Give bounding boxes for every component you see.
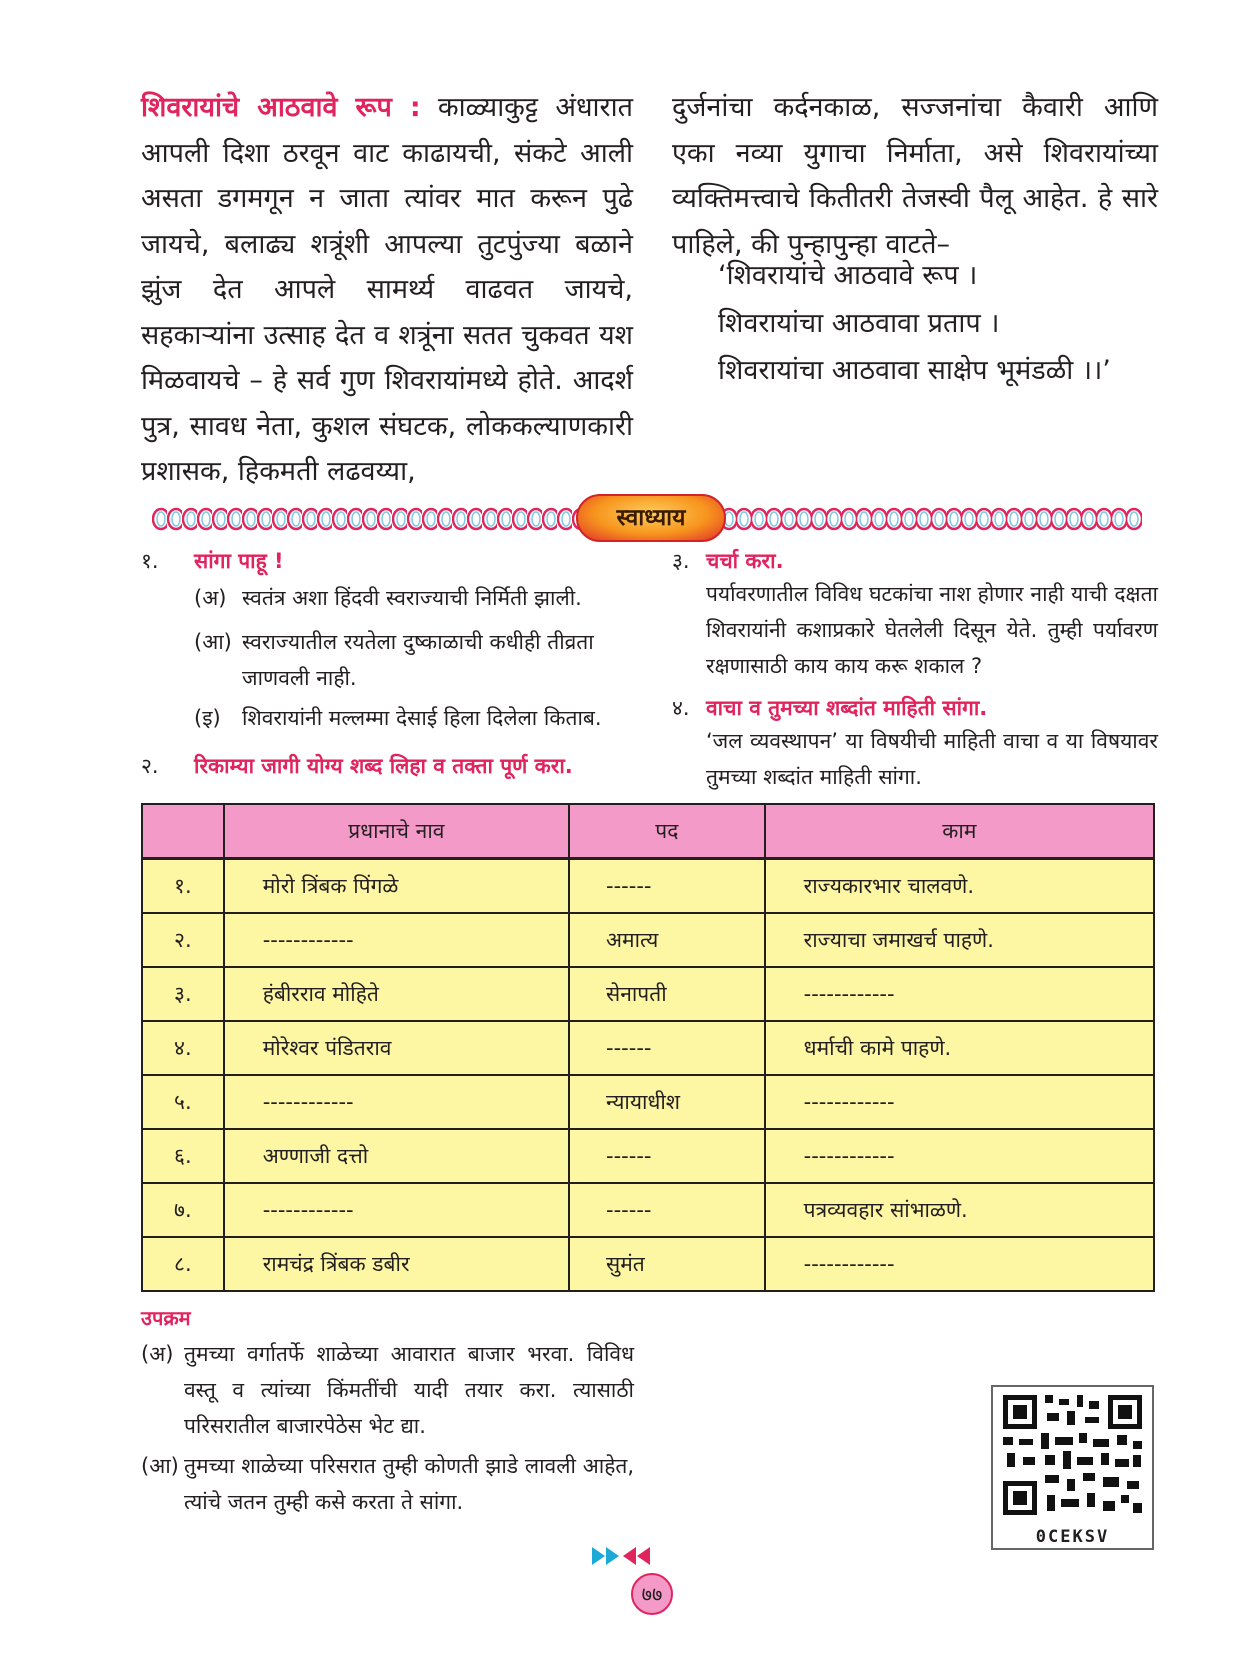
activity-title: उपक्रम	[141, 1306, 191, 1330]
cell-work: ------------	[765, 1129, 1154, 1183]
cell-work: ------------	[765, 1237, 1154, 1291]
q1-item-text: स्वतंत्र अशा हिंदवी स्वराज्याची निर्मिती झाली.	[242, 586, 582, 610]
cell-post: अमात्य	[569, 913, 765, 967]
cell-work: राज्यकारभार चालवणे.	[765, 859, 1154, 914]
chain-decoration	[152, 504, 580, 534]
cell-serial: ७.	[142, 1183, 224, 1237]
cell-serial: ४.	[142, 1021, 224, 1075]
q1-number: १.	[141, 549, 159, 573]
ministers-table	[141, 803, 1155, 1292]
q1-item-label: (आ)	[194, 630, 232, 654]
cell-name: ------------	[224, 1183, 569, 1237]
qr-code-label: 0CEKSV	[1035, 1527, 1110, 1547]
table-row	[142, 1237, 1154, 1291]
chain-divider-left	[152, 504, 580, 534]
q3-text: पर्यावरणातील विविध घटकांचा नाश होणार नाही याची दक्षता शिवरायांनी कशाप्रकारे घेतलेली दिसून येते. तुम्ही पर्यावरण रक्षणासाठी काय काय करू शकाल ?	[706, 582, 1158, 678]
cell-work: ------------	[765, 967, 1154, 1021]
cell-name: हंबीरराव मोहिते	[224, 967, 569, 1021]
triangle-ornament-icon	[592, 1545, 652, 1567]
table-row	[142, 1021, 1154, 1075]
cell-name: अण्णाजी दत्तो	[224, 1129, 569, 1183]
header-serial	[142, 804, 224, 859]
poem-line: ‘शिवरायांचे आठवावे रूप ।	[718, 260, 978, 291]
chain-decoration	[722, 504, 1142, 534]
intro-right-paragraph: दुर्जनांचा कर्दनकाळ, सज्जनांचा कैवारी आणि एका नव्या युगाचा निर्माता, असे शिवरायांच्या व्यक्तिमत्त्वाचे कितीतरी तेजस्वी पैलू आहेत. हे सारे पाहिले, की पुन्हापुन्हा वाटते–	[672, 92, 1158, 260]
q1-item-label: (इ)	[194, 706, 221, 730]
cell-serial: २.	[142, 913, 224, 967]
cell-work: ------------	[765, 1075, 1154, 1129]
cell-post: न्यायाधीश	[569, 1075, 765, 1129]
table-row	[142, 967, 1154, 1021]
cell-work: राज्याचा जमाखर्च पाहणे.	[765, 913, 1154, 967]
cell-serial: ५.	[142, 1075, 224, 1129]
qr-pattern-icon	[993, 1387, 1152, 1523]
intro-left-text: काळ्याकुट्ट अंधारात आपली दिशा ठरवून वाट काढायची, संकटे आली असता डगमगून न जाता त्यांवर मात करून पुढे जायचे, बलाढ्य शत्रूंशी आपल्या तुटपुंज्या बळाने झुंज देत आपले सामर्थ्य वाढवत जायचे, सहकाऱ्यांना उत्साह देत व शत्रूंना सतत चुकवत यश मिळवायचे – हे सर्व गुण शिवरायांमध्ये होते. आदर्श पुत्र, सावध नेता, कुशल संघटक, लोककल्याणकारी प्रशासक, हिकमती लढवय्या,	[141, 92, 633, 487]
q1-item-text: शिवरायांनी मल्लम्मा देसाई हिला दिलेला किताब.	[242, 706, 602, 730]
cell-name: ------------	[224, 913, 569, 967]
header-post: पद	[569, 804, 765, 859]
q3-title: चर्चा करा.	[706, 549, 784, 573]
cell-serial: १.	[142, 859, 224, 914]
cell-name: मोरेश्वर पंडितराव	[224, 1021, 569, 1075]
cell-post: ------	[569, 1021, 765, 1075]
qr-code[interactable]	[991, 1385, 1154, 1550]
q2-title: रिकाम्या जागी योग्य शब्द लिहा व तक्ता पूर्ण करा.	[194, 754, 573, 778]
table-header-row	[142, 804, 1154, 859]
cell-name: ------------	[224, 1075, 569, 1129]
q4-text: ‘जल व्यवस्थापन’ या विषयीची माहिती वाचा व या विषयावर तुमच्या शब्दांत माहिती सांगा.	[706, 729, 1158, 789]
table-row	[142, 913, 1154, 967]
cell-serial: ८.	[142, 1237, 224, 1291]
q4-number: ४.	[672, 696, 690, 720]
intro-left-paragraph	[141, 85, 633, 495]
header-work: काम	[765, 804, 1154, 859]
q4-title: वाचा व तुमच्या शब्दांत माहिती सांगा.	[706, 696, 988, 720]
table-row	[142, 859, 1154, 914]
cell-post: ------	[569, 859, 765, 914]
activity-item-label: (आ)	[141, 1454, 179, 1478]
cell-post: ------	[569, 1129, 765, 1183]
cell-work: पत्रव्यवहार सांभाळणे.	[765, 1183, 1154, 1237]
activity-item-text: तुमच्या शाळेच्या परिसरात तुम्ही कोणती झाडे लावली आहेत, त्यांचे जतन तुम्ही कसे करता ते सांगा.	[184, 1454, 634, 1514]
table-row	[142, 1075, 1154, 1129]
q1-title: सांगा पाहू !	[194, 549, 284, 573]
intro-heading: शिवरायांचे आठवावे रूप :	[141, 92, 421, 123]
exercise-badge: स्वाध्याय	[576, 494, 726, 542]
cell-post: सुमंत	[569, 1237, 765, 1291]
cell-post: सेनापती	[569, 967, 765, 1021]
table-row	[142, 1183, 1154, 1237]
q2-number: २.	[141, 754, 159, 778]
activity-item-text: तुमच्या वर्गातर्फे शाळेच्या आवारात बाजार भरवा. विविध वस्तू व त्यांच्या किंमतींची यादी तयार करा. त्यासाठी परिसरातील बाजारपेठेस भेट द्या.	[184, 1342, 634, 1438]
page-number: ७७	[631, 1573, 673, 1615]
cell-name: रामचंद्र त्रिंबक डबीर	[224, 1237, 569, 1291]
poem-line: शिवरायांचा आठवावा प्रताप ।	[718, 308, 1000, 339]
poem-line: शिवरायांचा आठवावा साक्षेप भूमंडळी ।।’	[718, 355, 1111, 386]
q1-item-label: (अ)	[194, 586, 227, 610]
cell-serial: ३.	[142, 967, 224, 1021]
q1-item-text: स्वराज्यातील रयतेला दुष्काळाची कधीही तीव्रता जाणवली नाही.	[242, 630, 594, 690]
activity-item-label: (अ)	[141, 1342, 174, 1366]
cell-serial: ६.	[142, 1129, 224, 1183]
cell-name: मोरो त्रिंबक पिंगळे	[224, 859, 569, 914]
cell-work: धर्माची कामे पाहणे.	[765, 1021, 1154, 1075]
cell-post: ------	[569, 1183, 765, 1237]
table-row	[142, 1129, 1154, 1183]
chain-divider-right	[722, 504, 1142, 534]
q3-number: ३.	[672, 549, 690, 573]
header-name: प्रधानाचे नाव	[224, 804, 569, 859]
